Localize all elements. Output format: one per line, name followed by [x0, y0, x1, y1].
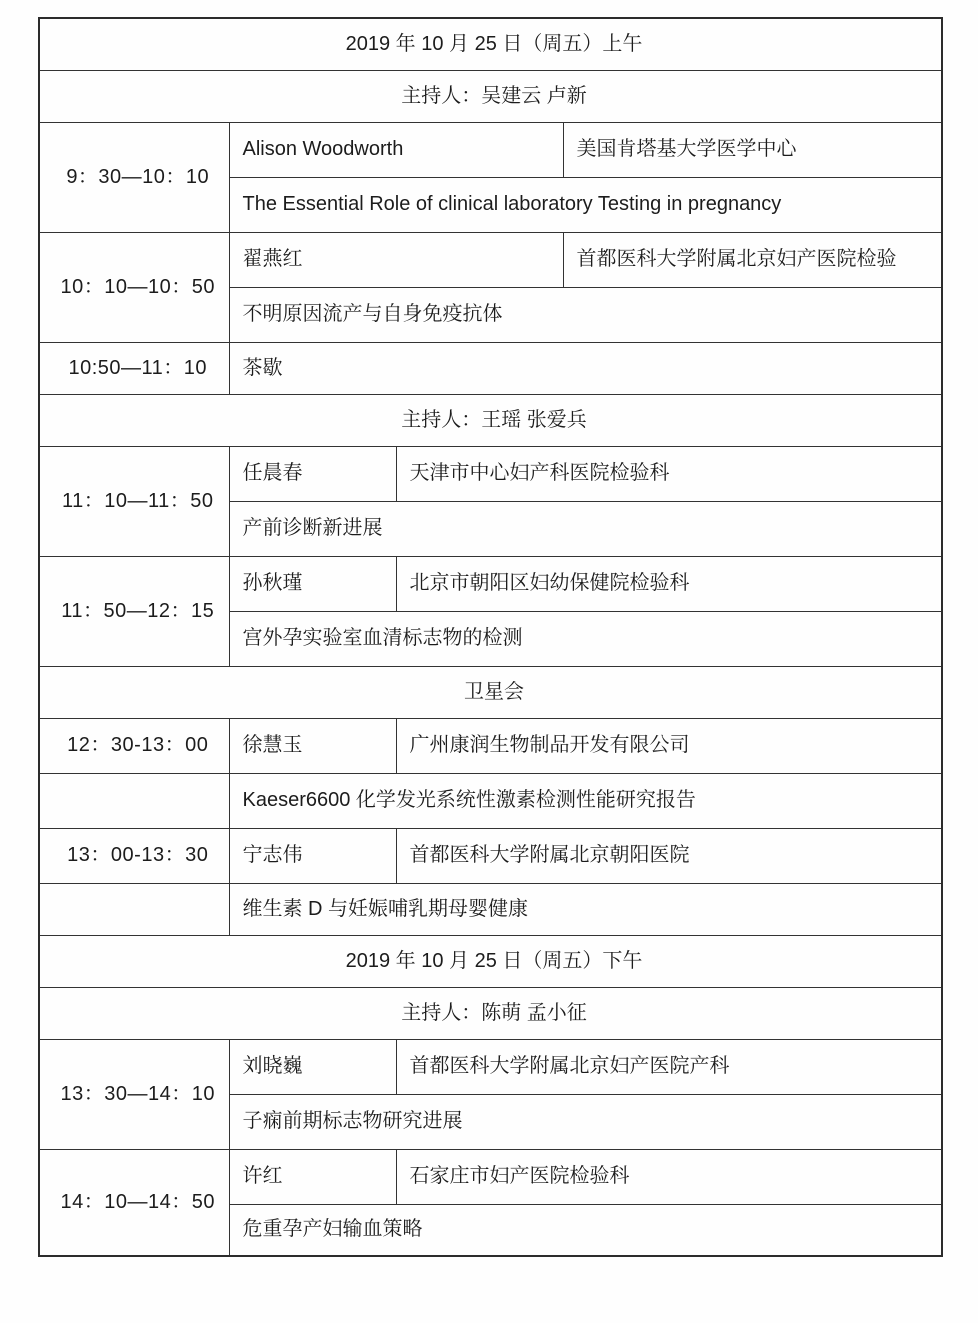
affiliation-cell: 美国肯塔基大学医学中心 [563, 122, 942, 177]
talk-title-cell: 维生素 D 与妊娠哺乳期母婴健康 [229, 883, 942, 935]
schedule-table [38, 17, 943, 1257]
speaker-cell: 许红 [229, 1149, 396, 1204]
talk-title-cell: 危重孕产妇输血策略 [229, 1204, 942, 1256]
time-cell: 13：00-13：30 [39, 828, 229, 883]
time-cell: 14：10—14：50 [39, 1149, 229, 1256]
empty-time-cell [39, 883, 229, 935]
affiliation-cell: 广州康润生物制品开发有限公司 [396, 718, 942, 773]
speaker-cell: 翟燕红 [229, 232, 563, 287]
speaker-cell: 刘晓巍 [229, 1039, 396, 1094]
time-cell: 10：10—10：50 [39, 232, 229, 342]
speaker-cell: 宁志伟 [229, 828, 396, 883]
time-cell: 9：30—10：10 [39, 122, 229, 232]
session-header-afternoon: 2019 年 10 月 25 日（周五）下午 [39, 935, 942, 987]
session-header-satellite: 卫星会 [39, 666, 942, 718]
affiliation-cell: 北京市朝阳区妇幼保健院检验科 [396, 556, 942, 611]
time-cell: 12：30-13：00 [39, 718, 229, 773]
speaker-cell: 任晨春 [229, 446, 396, 501]
affiliation-cell: 首都医科大学附属北京妇产医院产科 [396, 1039, 942, 1094]
moderators-row-2: 主持人：王瑶 张爱兵 [39, 394, 942, 446]
speaker-cell: Alison Woodworth [229, 122, 563, 177]
moderators-row-1: 主持人：吴建云 卢新 [39, 70, 942, 122]
break-label-cell: 茶歇 [229, 342, 942, 394]
time-cell: 11：10—11：50 [39, 446, 229, 556]
session-header-morning: 2019 年 10 月 25 日（周五）上午 [39, 18, 942, 70]
talk-title-cell: 不明原因流产与自身免疫抗体 [229, 287, 942, 342]
affiliation-cell: 天津市中心妇产科医院检验科 [396, 446, 942, 501]
talk-title-cell: 子痫前期标志物研究进展 [229, 1094, 942, 1149]
time-cell: 13：30—14：10 [39, 1039, 229, 1149]
affiliation-cell: 首都医科大学附属北京妇产医院检验 [563, 232, 942, 287]
empty-time-cell [39, 773, 229, 828]
time-cell: 10:50—11：10 [39, 342, 229, 394]
affiliation-cell: 石家庄市妇产医院检验科 [396, 1149, 942, 1204]
talk-title-cell: Kaeser6600 化学发光系统性激素检测性能研究报告 [229, 773, 942, 828]
talk-title-cell: 宫外孕实验室血清标志物的检测 [229, 611, 942, 666]
time-cell: 11：50—12：15 [39, 556, 229, 666]
moderators-row-3: 主持人：陈萌 孟小征 [39, 987, 942, 1039]
talk-title-cell: 产前诊断新进展 [229, 501, 942, 556]
speaker-cell: 孙秋瑾 [229, 556, 396, 611]
talk-title-cell: The Essential Role of clinical laboratory Testing in pregnancy [229, 177, 942, 232]
speaker-cell: 徐慧玉 [229, 718, 396, 773]
affiliation-cell: 首都医科大学附属北京朝阳医院 [396, 828, 942, 883]
